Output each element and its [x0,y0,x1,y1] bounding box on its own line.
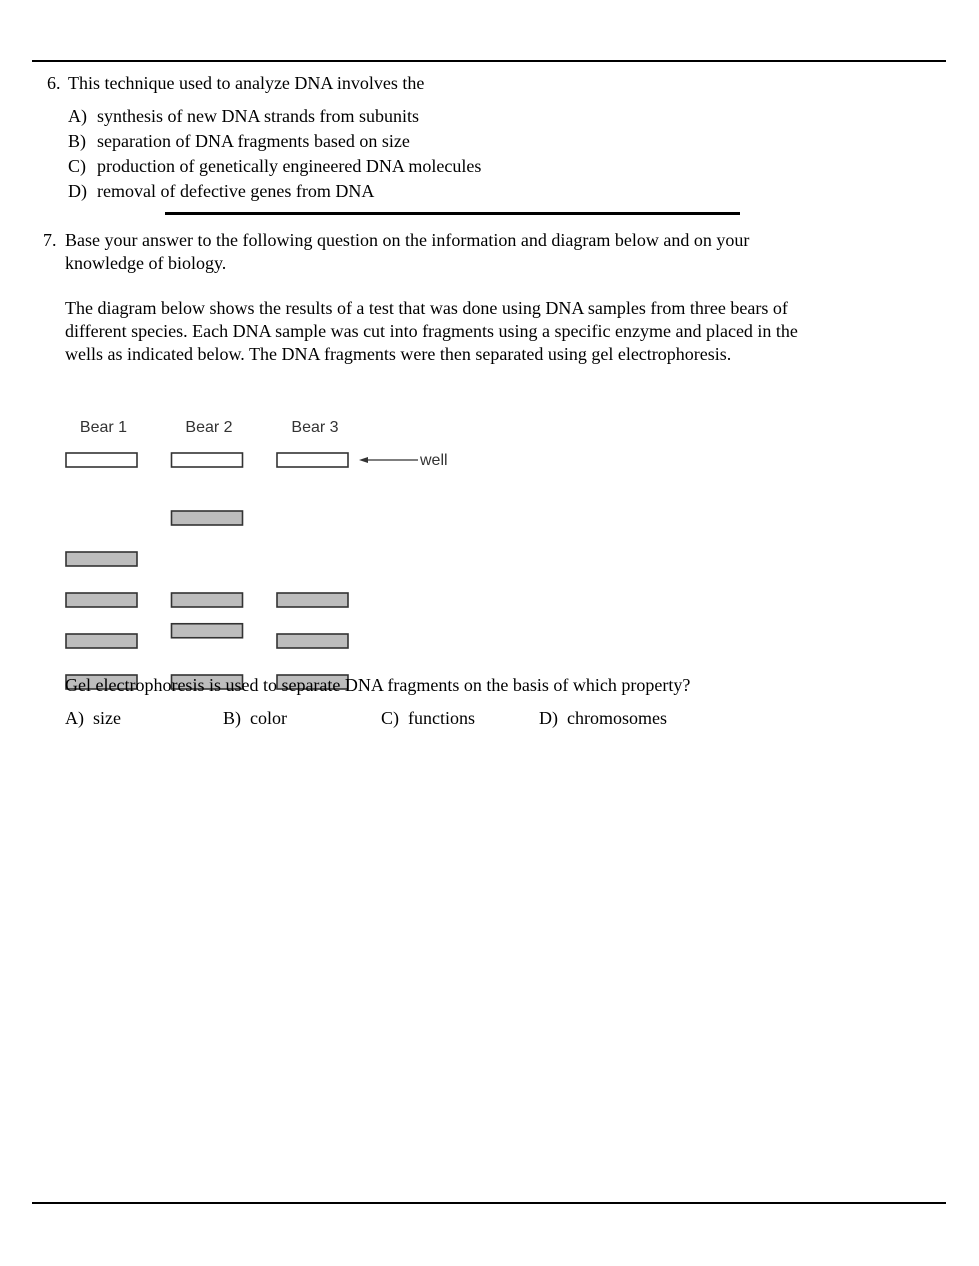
band-bear-1-2 [66,593,137,607]
choice-letter: D) [68,181,87,201]
choice-letter: B) [223,708,241,728]
question-7-choice-d[interactable] [539,707,667,729]
choice-text: synthesis of new DNA strands from subunits [97,106,419,126]
choice-letter: A) [65,708,84,728]
band-bear-3-1 [277,593,348,607]
choice-letter: C) [381,708,399,728]
choice-letter: A) [68,106,87,126]
choice-letter: C) [68,156,86,176]
question-7-number: 7. [43,230,57,250]
bottom-divider [32,1202,946,1204]
question-7-choice-c[interactable] [381,707,475,729]
choice-text: functions [408,708,475,728]
band-bear-1-1 [66,552,137,566]
well-bear-1 [66,453,137,467]
band-bear-2-1 [172,511,243,525]
question-7-paragraph-line-1: The diagram below shows the results of a test that was done using DNA samples from three bears of [65,298,788,318]
band-bear-2-3 [172,624,243,638]
band-bear-1-3 [66,634,137,648]
choice-text: production of genetically engineered DNA molecules [97,156,482,176]
question-7-intro-line-1: Base your answer to the following question on the information and diagram below and on your [65,230,750,250]
choice-text: size [93,708,121,728]
question-7-paragraph-line-3: wells as indicated below. The DNA fragments were then separated using gel electrophoresis. [65,344,732,364]
question-7-paragraph-line-2: different species. Each DNA sample was cut into fragments using a specific enzyme and placed in the [65,321,798,341]
choice-letter: B) [68,131,86,151]
question-7-prompt: Gel electrophoresis is used to separate DNA fragments on the basis of which property? [65,675,691,695]
choice-text: separation of DNA fragments based on size [97,131,410,151]
band-bear-2-2 [172,593,243,607]
choice-text: removal of defective genes from DNA [97,181,375,201]
question-7-choice-b[interactable] [223,707,287,729]
question-7-choice-a[interactable] [65,707,121,729]
well-label: well [420,452,448,469]
well-bear-2 [172,453,243,467]
band-bear-3-2 [277,634,348,648]
choice-text: chromosomes [567,708,667,728]
lane-label-bear-1: Bear 1 [79,419,128,436]
fragment-bands [66,511,348,700]
question-6-number: 6. [47,73,61,93]
question-6-stem: This technique used to analyze DNA involves the [68,73,425,93]
lane-label-bear-3: Bear 3 [291,419,339,436]
well-bear-3 [277,453,348,467]
choice-text: color [250,708,287,728]
question-7-intro-line-2: knowledge of biology. [65,253,227,273]
lane-label-bear-2: Bear 2 [185,419,233,436]
well-arrow-head [359,457,368,463]
choice-letter: D) [539,708,558,728]
